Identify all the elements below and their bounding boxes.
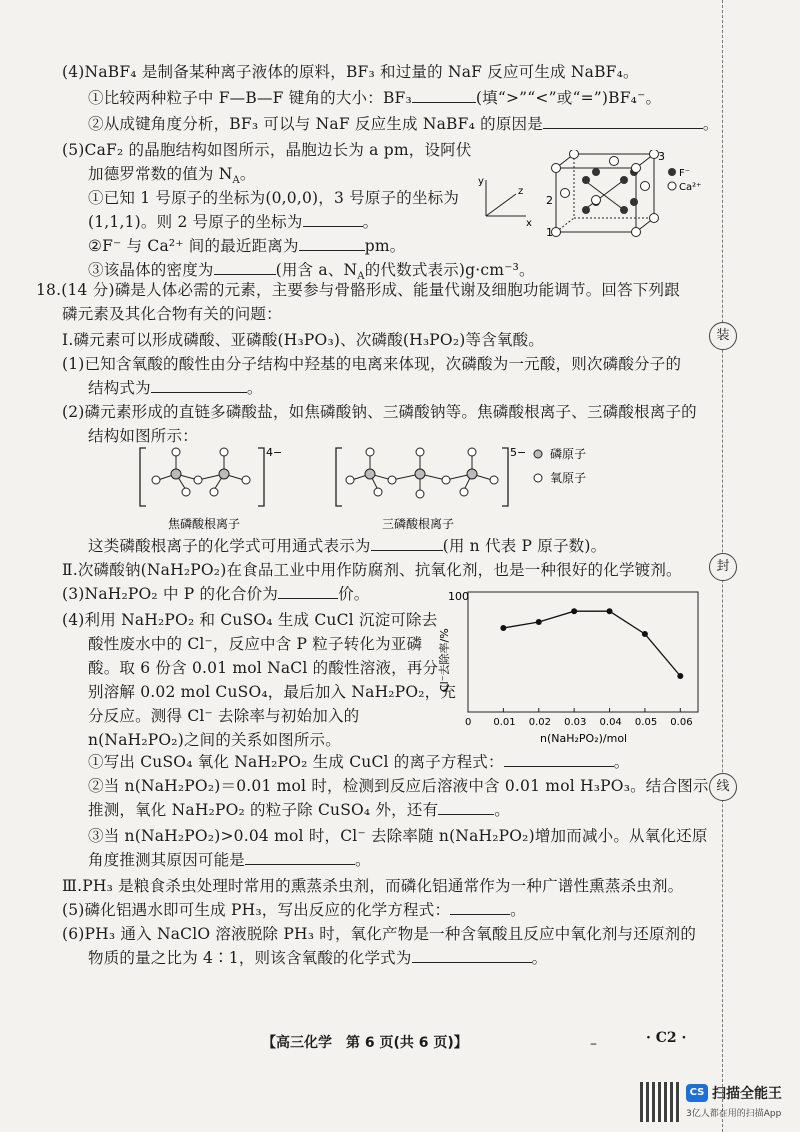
answer-blank[interactable] (303, 212, 363, 227)
atom-label-1: 1 (546, 226, 553, 239)
q17-5-stem-2: 加德罗常数的值为 $N_A$。 (88, 165, 256, 187)
data-point (642, 631, 648, 637)
q18-5: (5)磷化铝遇水即可生成 PH₃，写出反应的化学方程式： 。 (62, 901, 526, 919)
plot-frame (468, 592, 698, 712)
q18-3: (3)NaH₂PO₂ 中 P 的化合价为 价。 (62, 585, 370, 603)
q18-2b: 结构如图所示： (88, 427, 198, 445)
q18-4-1: ①写出 CuSO₄ 氧化 NaH₂PO₂ 生成 CuCl 的离子方程式： 。 (88, 753, 630, 771)
x-tick-label: 0.05 (634, 717, 658, 728)
watermark-tagline: 3亿人都在用的扫描App (686, 1109, 782, 1119)
axis-y-label: y (478, 176, 484, 187)
answer-blank[interactable] (214, 260, 276, 275)
q18-1b: 结构式为 。 (88, 379, 263, 397)
x-tick-label: 0.03 (564, 717, 587, 728)
legend-o: 氧原子 (550, 471, 587, 485)
axis-z-label: z (518, 186, 524, 197)
q18-stem: 18.(14 分)磷是人体必需的元素，主要参与骨骼形成、能量代谢及细胞功能调节。回答下列跟 (36, 281, 680, 299)
binding-mark-3: 线 (709, 773, 737, 801)
q17-5-3: ③该晶体的密度为 (用含 a、$N_A$的代数式表示)g·cm⁻³。 (88, 261, 535, 283)
phosphate-structures (130, 440, 630, 540)
pyro-charge: 4− (266, 446, 283, 459)
data-point (500, 625, 506, 631)
binding-mark-1: 装 (709, 322, 737, 350)
pyro-caption: 焦磷酸根离子 (168, 517, 241, 531)
x-tick-label: 0 (465, 717, 472, 728)
q17-5-1: ①已知 1 号原子的坐标为(0,0,0)，3 号原子的坐标为 (88, 189, 460, 207)
answer-blank[interactable] (412, 948, 532, 963)
x-axis-label: n(NaH₂PO₂)/mol (540, 732, 628, 745)
data-point (571, 608, 577, 614)
q18-4-2: ②当 n(NaH₂PO₂)＝0.01 mol 时，检测到反应后溶液中含 0.01 mol H₃PO₃。结合图示 (88, 777, 709, 795)
page-code: · C2 · (646, 1030, 687, 1046)
q17-5-2: ②F⁻ 与 Ca²⁺ 间的最近距离为 pm。 (88, 237, 406, 255)
q18-4-3: ③当 n(NaH₂PO₂)>0.04 mol 时，Cl⁻ 去除率随 n(NaH₂PO₂)增加而减小。从氧化还原 (88, 827, 708, 845)
legend-ca: Ca²⁺ (679, 182, 702, 193)
x-tick-label: 0.01 (493, 717, 516, 728)
q18-stem-2: 磷元素及其化合物有关的问题： (62, 305, 282, 323)
answer-blank[interactable] (412, 88, 476, 103)
q18-4-l3: 酸。取 6 份含 0.01 mol NaCl 的酸性溶液，再分 (88, 659, 439, 677)
series-line (503, 611, 680, 676)
data-point (607, 608, 613, 614)
y-tick-100: 100 (448, 590, 469, 603)
q17-4-1: ①比较两种粒子中 F—B—F 键角的大小：BF₃ (填“>”“<”或“=”)BF₄⁻。 (88, 89, 662, 107)
answer-blank[interactable] (543, 114, 703, 129)
answer-blank[interactable] (278, 584, 338, 599)
q18-6: (6)PH₃ 通入 NaClO 溶液脱除 PH₃ 时，氧化产物是一种含氧酸且反应中氧化剂与还原剂的 (62, 925, 697, 943)
pyro-o-atoms (152, 448, 250, 496)
answer-blank[interactable] (450, 900, 510, 915)
tri-charge: 5− (510, 446, 527, 459)
answer-blank[interactable] (438, 800, 494, 815)
data-point (536, 619, 542, 625)
footer-dash: – (590, 1036, 597, 1052)
camscanner-logo-icon: CS (686, 1084, 708, 1102)
q17-5-stem: (5)CaF₂ 的晶胞结构如图所示，晶胞边长为 a pm，设阿伏 (62, 141, 472, 159)
q18-6b: 物质的量之比为 4∶1，则该含氧酸的化学式为 。 (88, 949, 548, 967)
binding-mark-2: 封 (709, 553, 737, 581)
q18-part1: Ⅰ.磷元素可以形成磷酸、亚磷酸(H₃PO₃)、次磷酸(H₃PO₂)等含氧酸。 (62, 331, 545, 349)
legend-f: F⁻ (679, 168, 691, 179)
answer-blank[interactable] (504, 752, 614, 767)
q17-4-stem: (4)NaBF₄ 是制备某种离子液体的原料，BF₃ 和过量的 NaF 反应可生成 NaBF₄。 (62, 63, 639, 81)
q18-4-2b: 推测，氧化 NaH₂PO₂ 的粒子除 CuSO₄ 外，还有 。 (88, 801, 510, 819)
x-tick-label: 0.04 (599, 717, 622, 728)
q17-5-1b: (1,1,1)。则 2 号原子的坐标为 。 (88, 213, 379, 231)
x-tick-label: 0.06 (670, 717, 693, 728)
q17-4-2: ②从成键角度分析，BF₃ 可以与 NaF 反应生成 NaBF₄ 的原因是 。 (88, 115, 719, 133)
q18-4-l1: (4)利用 NaH₂PO₂ 和 CuSO₄ 生成 CuCl 沉淀可除去 (62, 611, 438, 629)
crystal-diagram (474, 150, 714, 240)
legend-p: 磷原子 (550, 447, 587, 461)
page-footer: 【高三化学 第 6 页(共 6 页)】 (262, 1035, 468, 1051)
axis-x-label: x (526, 218, 532, 229)
q18-4-l5: 分反应。测得 Cl⁻ 去除率与初始加入的 (88, 707, 360, 725)
q18-1: (1)已知含氧酸的酸性由分子结构中羟基的电离来体现，次磷酸为一元酸，则次磷酸分子的 (62, 355, 682, 373)
answer-blank[interactable] (151, 378, 247, 393)
q18-4-l6: n(NaH₂PO₂)之间的关系如图所示。 (88, 731, 341, 749)
tri-caption: 三磷酸根离子 (382, 517, 455, 531)
answer-blank[interactable] (299, 236, 365, 251)
atom-label-2: 2 (546, 194, 553, 207)
q18-2c: 这类磷酸根离子的化学式可用通式表示为 (用 n 代表 P 原子数)。 (88, 537, 607, 555)
y-axis-label: Cl⁻去除率/% (438, 628, 451, 692)
watermark-brand: 扫描全能王 (712, 1086, 782, 1102)
q18-2: (2)磷元素形成的直链多磷酸盐，如焦磷酸钠、三磷酸钠等。焦磷酸根离子、三磷酸根离子的 (62, 403, 697, 421)
qr-code (640, 1082, 680, 1122)
x-tick-label: 0.02 (528, 717, 552, 728)
answer-blank[interactable] (245, 850, 355, 865)
removal-rate-chart (430, 582, 710, 752)
answer-blank[interactable] (371, 536, 443, 551)
q18-4-3b: 角度推测其原因可能是 。 (88, 851, 371, 869)
q18-part2: Ⅱ.次磷酸钠(NaH₂PO₂)在食品工业中用作防腐剂、抗氧化剂，也是一种很好的化学镀剂。 (62, 561, 682, 579)
data-point (677, 673, 683, 679)
q18-4-l4: 别溶解 0.02 mol CuSO₄，最后加入 NaH₂PO₂，充 (88, 683, 457, 701)
q18-part3: Ⅲ.PH₃ 是粮食杀虫处理时常用的熏蒸杀虫剂，而磷化铝通常作为一种广谱性熏蒸杀虫剂。 (62, 877, 684, 895)
q18-4-l2: 酸性废水中的 Cl⁻，反应中含 P 粒子转化为亚磷 (88, 635, 423, 653)
atom-label-3: 3 (658, 150, 665, 163)
